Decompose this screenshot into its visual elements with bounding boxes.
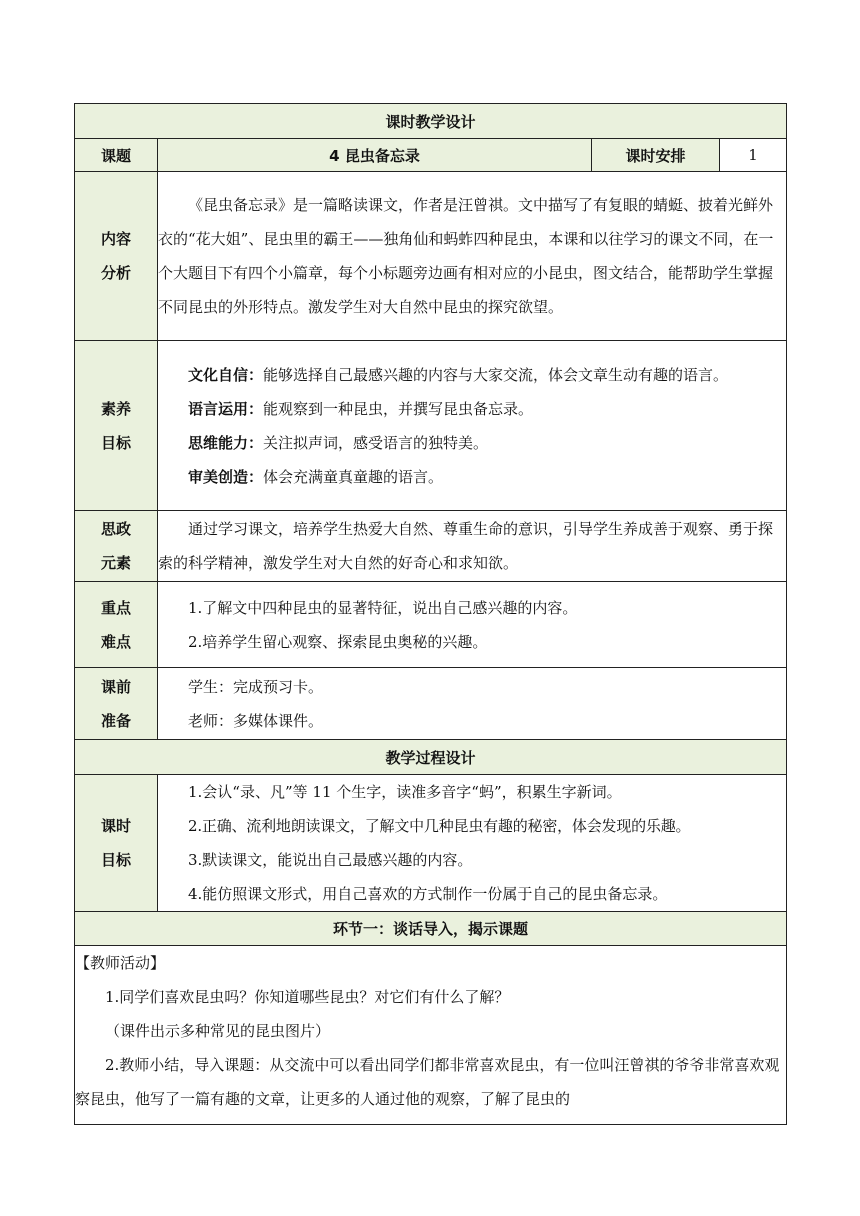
key-points-text — [158, 582, 787, 668]
preparation-label — [75, 668, 158, 740]
list-item: 2.培养学生留心观察、探索昆虫奥秘的兴趣。 — [188, 632, 488, 651]
goal-head: 审美创造： — [188, 467, 264, 486]
list-item: 老师：多媒体课件。 — [188, 711, 324, 730]
list-item: 2.正确、流利地朗读课文，了解文中几种昆虫有趣的秘密，体会发现的乐趣。 — [188, 817, 691, 835]
activity-line: 2.教师小结，导入课题：从交流中可以看出同学们都非常喜欢昆虫，有一位叫汪曾祺的爷爷非常喜欢观察昆虫，他写了一篇有趣的文章，让更多的人通过他的观察，了解了昆虫的 — [75, 1056, 780, 1108]
goal-item — [158, 392, 786, 426]
list-item: 3.默读课文，能说出自己最感兴趣的内容。 — [188, 851, 473, 869]
lesson-plan-page — [74, 103, 786, 1125]
goal-text: 能观察到一种昆虫，并撰写昆虫备忘录。 — [263, 399, 534, 418]
activity-line: （课件出示多种常见的昆虫图片） — [105, 1022, 331, 1040]
paragraph: 《昆虫备忘录》是一篇略读课文，作者是汪曾祺。文中描写了有复眼的蜻蜓、披着光鲜外衣的“花大姐”、昆虫里的霸王——独角仙和蚂蚱四种昆虫，本课和以往学习的课文不同，在一个大题目下有四个小篇章，每个小标题旁边画有相对应的小昆虫，图文结合，能帮助学生掌握不同昆虫的外形特点。激发学生对大自然中昆虫的探究欲望。 — [158, 196, 774, 316]
label-line: 课时 — [100, 817, 131, 835]
content-analysis-text — [158, 172, 787, 341]
ideology-text — [158, 511, 787, 582]
label-line: 难点 — [100, 632, 131, 651]
section-one-body — [75, 946, 787, 1125]
goal-text: 关注拟声词，感受语言的独特美。 — [263, 433, 489, 452]
label-line: 素养 — [100, 399, 131, 418]
label-line: 思政 — [100, 520, 131, 538]
activity-label: 【教师活动】 — [75, 954, 166, 972]
goal-head: 语言运用： — [188, 399, 264, 418]
list-item: 4.能仿照课文形式，用自己喜欢的方式制作一份属于自己的昆虫备忘录。 — [188, 885, 668, 903]
lesson-goals-text — [158, 775, 787, 912]
label-line: 内容 — [100, 230, 131, 248]
topic-label: 课题 — [75, 139, 158, 172]
goal-text: 能够选择自己最感兴趣的内容与大家交流，体会文章生动有趣的语言。 — [263, 365, 729, 384]
goal-item — [158, 426, 786, 460]
goal-text: 体会充满童真童趣的语言。 — [263, 467, 444, 486]
literacy-goals-label — [75, 341, 158, 511]
process-title: 教学过程设计 — [75, 740, 787, 775]
preparation-text — [158, 668, 787, 740]
goal-head: 思维能力： — [188, 433, 264, 452]
label-line: 元素 — [100, 554, 131, 572]
list-item: 学生：完成预习卡。 — [188, 677, 324, 696]
label-line: 分析 — [100, 264, 131, 282]
goal-item — [158, 460, 786, 494]
activity-line: 1.同学们喜欢昆虫吗？你知道哪些昆虫？对它们有什么了解？ — [105, 988, 510, 1006]
schedule-label: 课时安排 — [592, 139, 720, 172]
goal-head: 文化自信： — [188, 365, 264, 384]
goal-item — [158, 358, 786, 392]
label-line: 准备 — [100, 711, 131, 730]
label-line: 课前 — [100, 677, 131, 696]
label-line: 目标 — [100, 433, 131, 452]
list-item: 1.会认“录、凡”等 11 个生字，读准多音字“蚂”，积累生字新词。 — [188, 783, 622, 801]
paragraph: 通过学习课文，培养学生热爱大自然、尊重生命的意识，引导学生养成善于观察、勇于探索的科学精神，激发学生对大自然的好奇心和求知欲。 — [158, 520, 774, 572]
label-line: 目标 — [100, 851, 131, 869]
list-item: 1.了解文中四种昆虫的显著特征，说出自己感兴趣的内容。 — [188, 598, 578, 617]
section-one-title: 环节一：谈话导入，揭示课题 — [75, 912, 787, 946]
lesson-goals-label — [75, 775, 158, 912]
table-title: 课时教学设计 — [75, 104, 787, 139]
schedule-value: 1 — [720, 139, 787, 172]
lesson-plan-table — [74, 103, 787, 1125]
ideology-label — [75, 511, 158, 582]
topic-value: 4 昆虫备忘录 — [158, 139, 592, 172]
literacy-goals-text — [158, 341, 787, 511]
content-analysis-label — [75, 172, 158, 341]
key-points-label — [75, 582, 158, 668]
label-line: 重点 — [100, 598, 131, 617]
